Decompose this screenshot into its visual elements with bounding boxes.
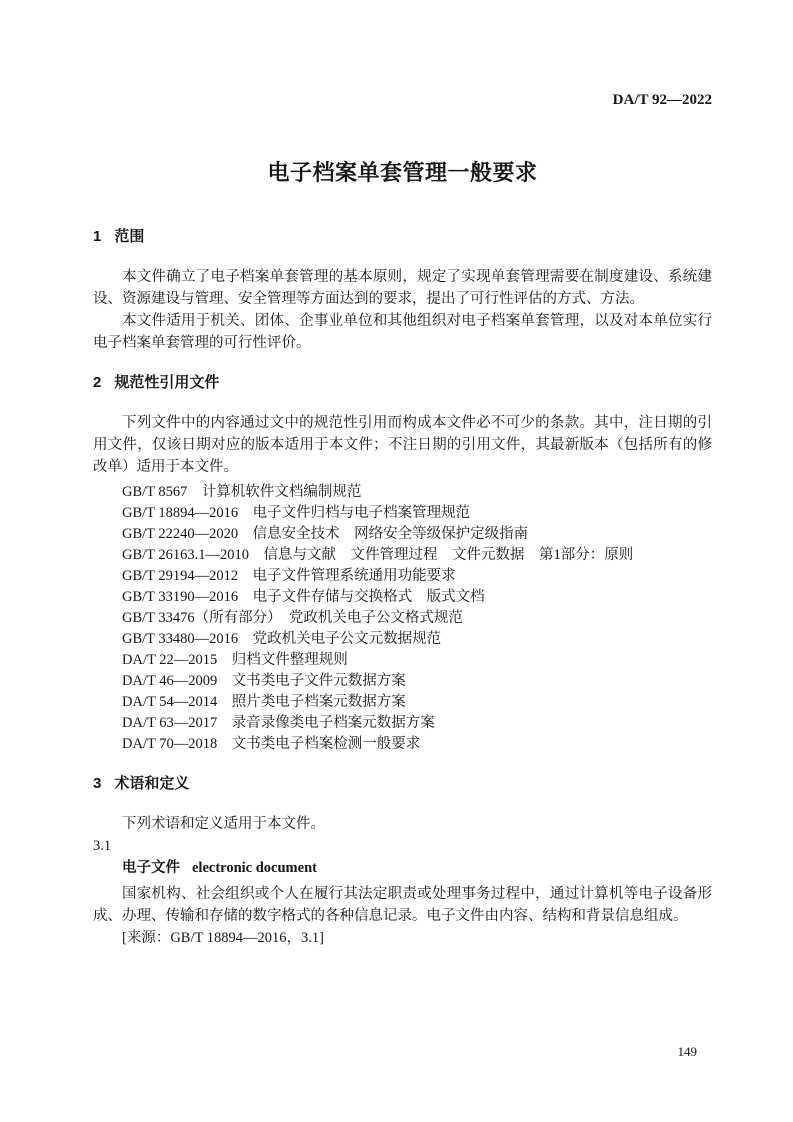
- term-definition: 国家机构、社会组织或个人在履行其法定职责或处理事务过程中，通过计算机等电子设备形成、办理、传输和存储的数字格式的各种信息记录。电子文件由内容、结构和背景信息组成。: [93, 886, 712, 924]
- reference-item: GB/T 33480—2016 党政机关电子公文元数据规范: [122, 631, 442, 647]
- reference-list: [93, 482, 712, 755]
- reference-item: DA/T 70—2018 文书类电子档案检测一般要求: [122, 736, 421, 752]
- section-number: 2: [93, 374, 102, 391]
- reference-item: DA/T 22—2015 归档文件整理规则: [122, 652, 348, 668]
- reference-item: GB/T 8567 计算机软件文档编制规范: [122, 484, 362, 500]
- section-title: 术语和定义: [114, 775, 190, 792]
- reference-item: GB/T 33476（所有部分） 党政机关电子公文格式规范: [122, 610, 463, 626]
- scope-paragraph: 本文件适用于机关、团体、企事业单位和其他组织对电子档案单套管理，以及对本单位实行电子档案单套管理的可行性评价。: [93, 313, 712, 351]
- section-title: 范围: [114, 228, 145, 245]
- reference-item: GB/T 26163.1—2010 信息与文献 文件管理过程 文件元数据 第1部分：原则: [122, 547, 634, 563]
- reference-item: DA/T 46—2009 文书类电子文件元数据方案: [122, 673, 406, 689]
- reference-item: GB/T 29194—2012 电子文件管理系统通用功能要求: [122, 568, 456, 584]
- reference-item: DA/T 54—2014 照片类电子档案元数据方案: [122, 694, 406, 710]
- reference-item: GB/T 18894—2016 电子文件归档与电子档案管理规范: [122, 505, 471, 521]
- term-name: 电子文件: [122, 860, 180, 876]
- term-source: [来源：GB/T 18894—2016，3.1]: [122, 930, 324, 946]
- page-number: 149: [677, 1044, 697, 1059]
- references-intro: 下列文件中的内容通过文中的规范性引用而构成本文件必不可少的条款。其中，注日期的引用文件，仅该日期对应的版本适用于本文件；不注日期的引用文件，其最新版本（包括所有的修改单）适用于本文件。: [93, 415, 712, 475]
- section-title: 规范性引用文件: [114, 374, 220, 391]
- section-terms-heading: [93, 773, 712, 795]
- section-number: 3: [93, 775, 102, 792]
- standard-code: DA/T 92—2022: [612, 92, 712, 108]
- term-name-en: electronic document: [192, 860, 317, 876]
- term-number: 3.1: [93, 838, 112, 854]
- reference-item: GB/T 22240—2020 信息安全技术 网络安全等级保护定级指南: [122, 526, 529, 542]
- section-references-heading: [93, 372, 712, 394]
- section-number: 1: [93, 228, 102, 245]
- scope-paragraph: 本文件确立了电子档案单套管理的基本原则，规定了实现单套管理需要在制度建设、系统建设、资源建设与管理、安全管理等方面达到的要求，提出了可行性评估的方式、方法。: [93, 269, 712, 307]
- term-name-line: [93, 857, 712, 879]
- terms-intro: 下列术语和定义适用于本文件。: [122, 816, 325, 832]
- term-entry: [93, 835, 712, 949]
- section-scope-heading: [93, 226, 712, 248]
- page-header: [93, 0, 712, 110]
- reference-item: DA/T 63—2017 录音录像类电子档案元数据方案: [122, 715, 435, 731]
- reference-item: GB/T 33190—2016 电子文件存储与交换格式 版式文档: [122, 589, 485, 605]
- document-title: 电子档案单套管理一般要求: [267, 160, 538, 185]
